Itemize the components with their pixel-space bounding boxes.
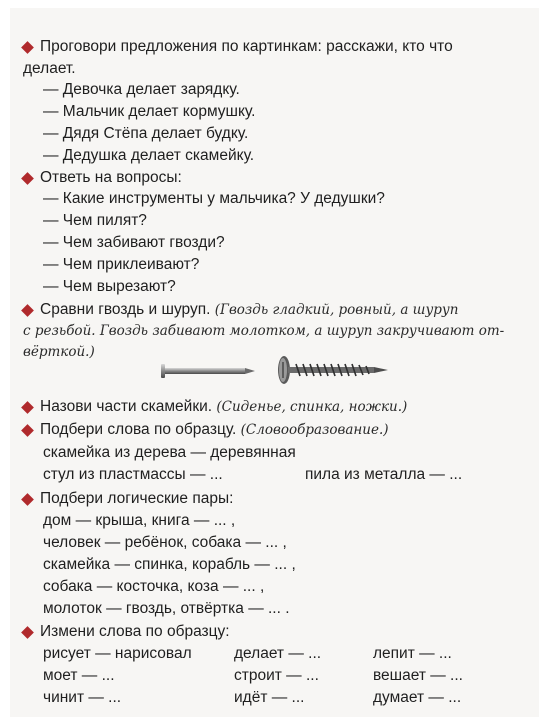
talk-item: — Девочка делает зарядку. xyxy=(43,81,240,98)
change-cell: идёт — ... xyxy=(234,689,305,706)
compare-hint-part1: (Гвоздь гладкий, ровный, а шуруп xyxy=(214,302,459,318)
change-cell: думает — ... xyxy=(373,689,462,706)
pair-item: дом — крыша, книга — ... , xyxy=(43,512,236,529)
workbook-page xyxy=(10,8,539,717)
parts-hint: (Сиденье, спинка, ножки.) xyxy=(216,399,408,415)
change-heading: Измени слова по образцу: xyxy=(40,623,230,640)
nail-image xyxy=(158,358,258,384)
change-cell: чинит — ... xyxy=(43,689,122,706)
change-cell: делает — ... xyxy=(234,645,322,662)
screw-image xyxy=(276,353,391,387)
question-item: — Чем забивают гвозди? xyxy=(43,234,225,251)
compare-lead: Сравни гвоздь и шуруп. xyxy=(40,301,211,318)
change-cell: рисует — нарисовал xyxy=(43,645,192,662)
bullet-diamond-icon xyxy=(21,493,34,506)
pair-item: скамейка — спинка, корабль — ... , xyxy=(43,556,296,573)
bullet-diamond-icon xyxy=(21,424,34,437)
pair-item: собака — косточка, коза — ... , xyxy=(43,578,265,595)
change-cell: лепит — ... xyxy=(373,645,452,662)
compare-hint-line2: с резьбой. Гвоздь забивают молотком, а шуруп закручивают от- xyxy=(23,323,505,339)
words-example: скамейка из дерева — деревянная xyxy=(43,444,296,461)
words-hint: (Словообразование.) xyxy=(240,422,389,438)
talk-item: — Дядя Стёпа делает будку. xyxy=(43,125,249,142)
bullet-diamond-icon xyxy=(21,626,34,639)
bullet-diamond-icon xyxy=(21,304,34,317)
words-task: стул из пластмассы — ... xyxy=(43,466,223,483)
change-cell: строит — ... xyxy=(234,667,319,684)
compare-hint-line3: вёрткой.) xyxy=(23,344,95,360)
parts-lead: Назови части скамейки. xyxy=(40,398,213,415)
talk-instruction-line1: Проговори предложения по картинкам: расскажи, кто что xyxy=(40,38,453,55)
words-lead: Подбери слова по образцу. xyxy=(40,421,237,438)
bullet-diamond-icon xyxy=(21,401,34,414)
answer-heading: Ответь на вопросы: xyxy=(40,169,182,186)
question-item: — Чем приклеивают? xyxy=(43,256,200,273)
change-cell: моет — ... xyxy=(43,667,115,684)
talk-instruction-line2: делает. xyxy=(23,60,76,77)
question-item: — Чем пилят? xyxy=(43,212,147,229)
pair-item: молоток — гвоздь, отвёртка — ... . xyxy=(43,600,290,617)
words-task: пила из металла — ... xyxy=(305,466,463,483)
compare-line1 xyxy=(40,300,458,320)
question-item: — Чем вырезают? xyxy=(43,278,176,295)
change-cell: вешает — ... xyxy=(373,667,463,684)
pairs-heading: Подбери логические пары: xyxy=(40,490,234,507)
parts-line xyxy=(40,397,407,417)
talk-item: — Дедушка делает скамейку. xyxy=(43,147,255,164)
pair-item: человек — ребёнок, собака — ... , xyxy=(43,534,287,551)
bullet-diamond-icon xyxy=(21,172,34,185)
bullet-diamond-icon xyxy=(21,41,34,54)
question-item: — Какие инструменты у мальчика? У дедушки? xyxy=(43,190,385,207)
words-line xyxy=(40,420,389,440)
talk-item: — Мальчик делает кормушку. xyxy=(43,103,256,120)
